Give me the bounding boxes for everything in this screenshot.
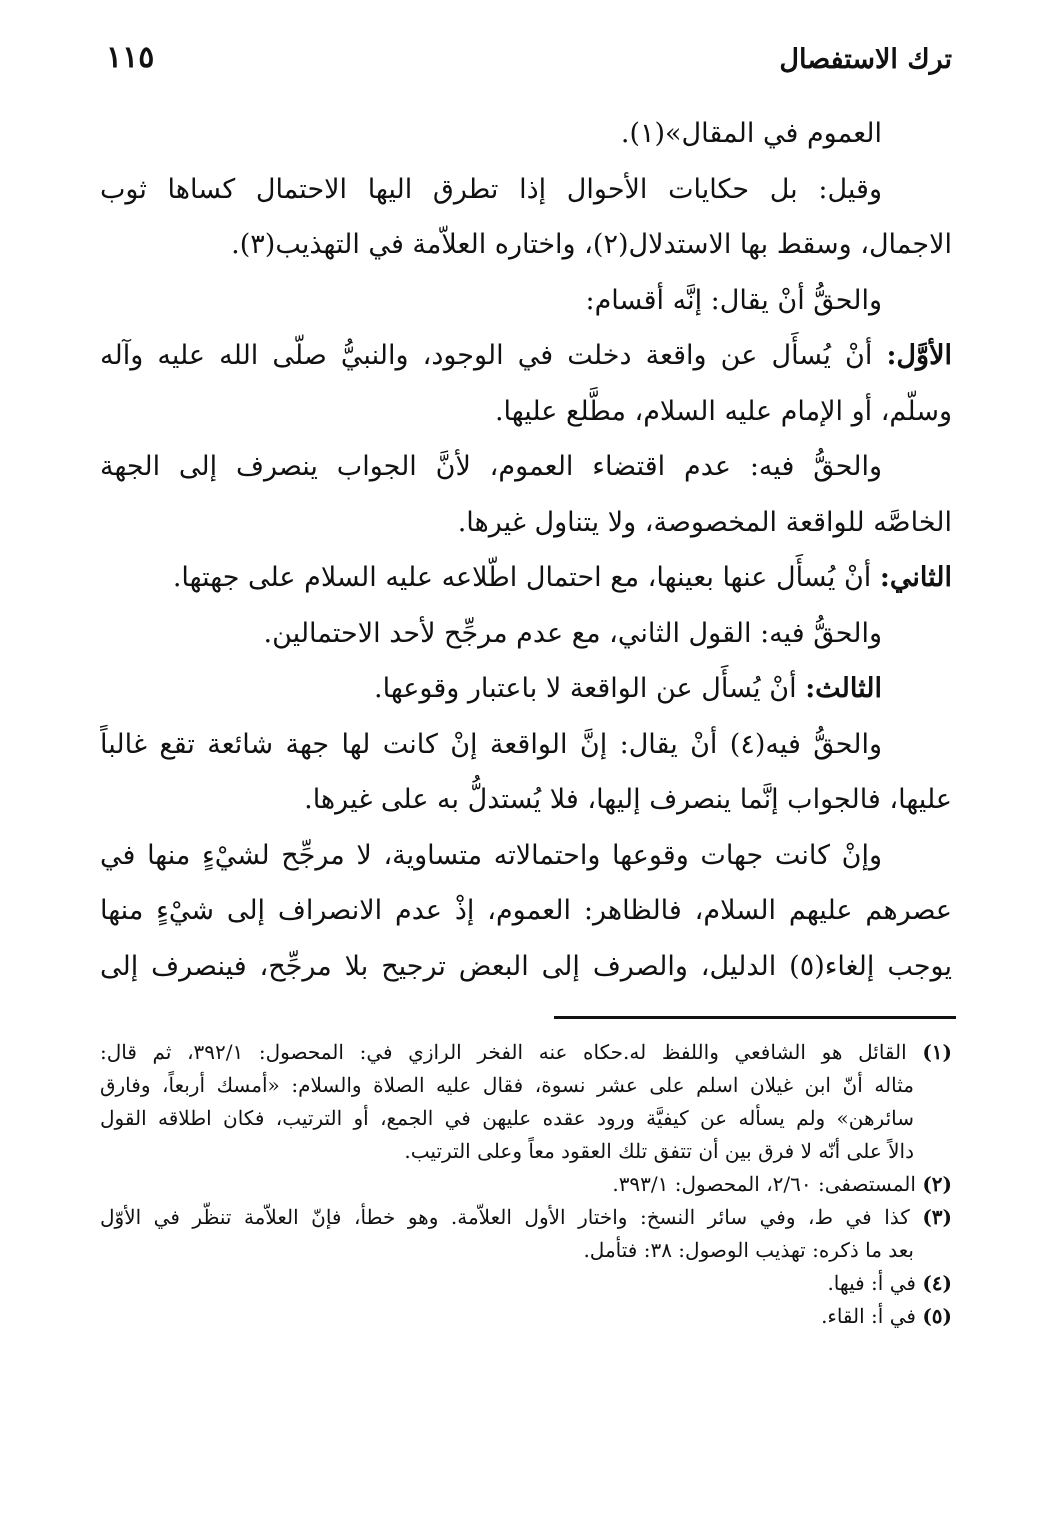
footnote-number: (٢) [922, 1172, 952, 1196]
section-line [100, 550, 952, 606]
text-line: عليها، فالجواب إنَّما ينصرف إليها، فلا يُستدلُّ به على غيرها. [304, 784, 952, 815]
footnote-line: دالاً على أنّه لا فرق بين أن تتفق تلك العقود معاً وعلى الترتيب. [404, 1139, 914, 1163]
page-number: ١١٥ [106, 40, 155, 75]
text-line: وإنْ كانت جهات وقوعها واحتمالاته متساوية، لا مرجِّح لشيْءٍ منها في [100, 839, 882, 871]
footnote-line [100, 1267, 952, 1300]
footnote-text: كذا في ط، وفي سائر النسخ: واختار الأول العلاّمة. وهو خطأ، فإنّ العلاّمة تنظّر في الأوّل [100, 1205, 923, 1229]
footnote-line [100, 1300, 952, 1333]
footnote-number: (٥) [922, 1304, 952, 1328]
footnote-line [100, 1036, 952, 1069]
footnote-line: سائرهن» ولم يسأله عن كيفيَّة ورود عقده عليهن في الجمع، أو الترتيب، فكان اطلاقه القول [100, 1106, 914, 1130]
section-line [100, 661, 952, 717]
text-line: والحقُّ فيه: عدم اقتضاء العموم، لأنَّ الجواب ينصرف إلى الجهة [100, 451, 882, 482]
section-label: الثالث: [805, 673, 882, 704]
text-line: الخاصَّه للواقعة المخصوصة، ولا يتناول غيرها. [457, 506, 952, 538]
footnote-line [100, 1168, 952, 1201]
text-line: والحقُّ فيه(٤) أنْ يقال: إنَّ الواقعة إنْ كانت لها جهة شائعة تقع غالباً [100, 728, 882, 760]
footnote-line [100, 1201, 952, 1234]
page-header [100, 38, 952, 88]
text-run: أنْ يُسأَل عن واقعة دخلت في الوجود، والنبيُّ صلّى الله عليه وآله [100, 340, 887, 371]
footnote-number: (١) [922, 1040, 952, 1064]
text-run: أنْ يُسأَل عنها بعينها، مع احتمال اطّلاعه عليه السلام على جهتها. [172, 562, 880, 593]
text-line: الاجمال، وسقط بها الاستدلال(٢)، واختاره العلاّمة في التهذيب(٣). [231, 229, 952, 260]
footnote-number: (٤) [922, 1271, 952, 1295]
footnote-text: في أ: فيها. [827, 1271, 923, 1295]
footnote-line: مثاله أنّ ابن غيلان اسلم على عشر نسوة، فقال عليه الصلاة والسلام: «أمسك أربعاً، وفارق [100, 1073, 914, 1097]
footnotes [100, 1036, 952, 1333]
text-line: وسلّم، أو الإمام عليه السلام، مطَّلع عليها. [494, 395, 952, 427]
section-label: الثاني: [879, 562, 952, 593]
text-line: وقيل: بل حكايات الأحوال إذا تطرق اليها الاحتمال كساها ثوب [100, 173, 882, 205]
main-text [100, 106, 952, 994]
footnote-separator [554, 1016, 956, 1019]
text-line: العموم في المقال»(١). [620, 118, 882, 149]
footnote-text: المستصفى: ٢/٦٠، المحصول: ٣٩٣/١. [612, 1172, 923, 1196]
text-line: يوجب إلغاء(٥) الدليل، والصرف إلى البعض ترجيح بلا مرجِّح، فينصرف إلى [100, 950, 952, 982]
footnote-text: في أ: القاء. [821, 1304, 923, 1328]
running-title: ترك الاستفصال [779, 44, 952, 75]
text-run: أنْ يُسأَل عن الواقعة لا باعتبار وقوعها. [374, 673, 806, 704]
text-line: والحقُّ فيه: القول الثاني، مع عدم مرجِّح لأحد الاحتمالين. [263, 617, 882, 649]
text-line: عصرهم عليهم السلام، فالظاهر: العموم، إذْ عدم الانصراف إلى شيْءٍ منها [100, 895, 952, 926]
footnote-line: بعد ما ذكره: تهذيب الوصول: ٣٨: فتأمل. [583, 1238, 914, 1262]
footnote-text: القائل هو الشافعي واللفظ له.حكاه عنه الفخر الرازي في: المحصول: ٣٩٢/١، ثم قال: [100, 1040, 923, 1064]
section-label: الأوَّل: [886, 340, 952, 371]
section-line [100, 328, 952, 384]
footnote-number: (٣) [922, 1205, 952, 1229]
text-line: والحقُّ أنْ يقال: إنَّه أقسام: [585, 284, 882, 316]
